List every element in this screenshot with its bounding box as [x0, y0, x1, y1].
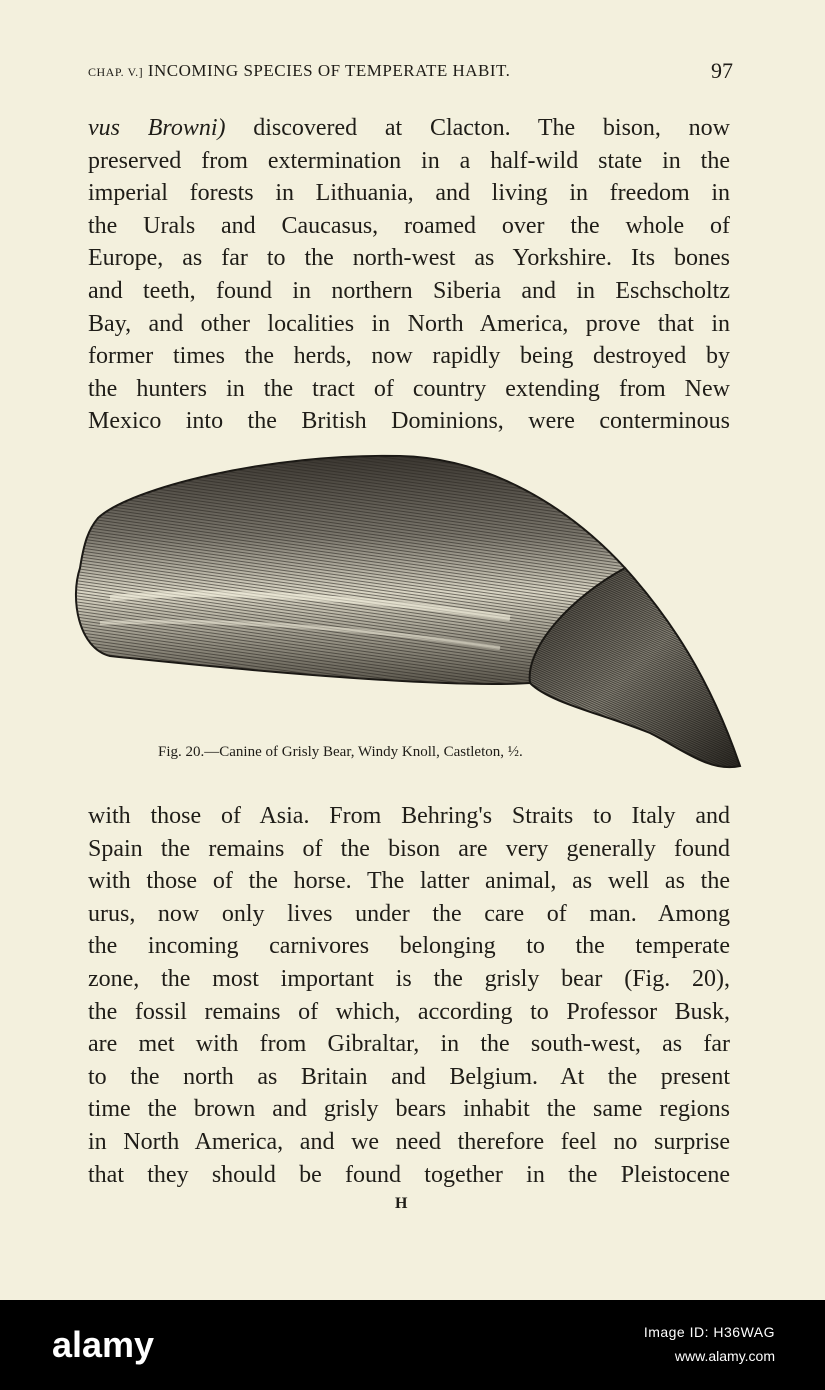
text-line: the incoming carnivores belonging to the temperate [88, 933, 730, 960]
text-line: imperial forests in Lithuania, and living in freedom in [88, 180, 730, 207]
italic-fragment: vus Browni) [88, 115, 226, 141]
page-number: 97 [711, 58, 733, 83]
figure-bear-canine [70, 448, 750, 793]
paragraph-top [88, 112, 730, 438]
image-id-label: Image ID: H36WAG [643, 1324, 775, 1340]
text-line: that they should be found together in the Pleistocene [88, 1161, 730, 1188]
figure-caption: Fig. 20.—Canine of Grisly Bear, Windy Knoll, Castleton, ½. [158, 744, 523, 760]
text-line: urus, now only lives under the care of man. Among [88, 900, 730, 927]
text-line: the hunters in the tract of country extending from New [88, 375, 730, 402]
text-fragment: discovered at Clacton. The bison, now [225, 115, 730, 141]
page-header [88, 58, 733, 88]
text-line: zone, the most important is the grisly bear (Fig. 20), [88, 965, 730, 992]
text-line: with those of Asia. From Behring's Straits to Italy and [88, 803, 730, 829]
paragraph-bottom [88, 800, 730, 1191]
watermark-url: www.alamy.com [674, 1348, 775, 1364]
text-line [88, 112, 730, 145]
alamy-logo [50, 1315, 160, 1375]
running-title: INCOMING SPECIES OF TEMPERATE HABIT. [147, 61, 511, 80]
text-line: time the brown and grisly bears inhabit the same regions [88, 1096, 730, 1123]
chapter-marker: CHAP. V.] [88, 65, 144, 79]
text-line: Spain the remains of the bison are very generally found [88, 835, 730, 862]
text-line: are met with from Gibraltar, in the south-west, as far [88, 1031, 730, 1058]
text-line: former times the herds, now rapidly being destroyed by [88, 343, 730, 370]
text-line: the Urals and Caucasus, roamed over the whole of [88, 212, 730, 239]
text-line: with those of the horse. The latter animal, as well as the [88, 868, 730, 895]
running-head [88, 61, 510, 81]
signature-mark: H [395, 1195, 408, 1212]
text-line: Europe, as far to the north-west as Yorkshire. Its bones [88, 245, 730, 272]
text-line: the fossil remains of which, according to Professor Busk, [88, 998, 730, 1025]
text-line: Bay, and other localities in North America, prove that in [88, 310, 730, 337]
text-line: Mexico into the British Dominions, were conterminous [88, 408, 730, 435]
text-line: and teeth, found in northern Siberia and in Eschscholtz [88, 277, 730, 304]
text-line: preserved from extermination in a half-wild state in the [88, 147, 730, 174]
text-line: in North America, and we need therefore feel no surprise [88, 1128, 730, 1155]
text-line: to the north as Britain and Belgium. At the present [88, 1063, 730, 1090]
svg-text:alamy: alamy [52, 1324, 155, 1365]
watermark-bar [0, 1300, 825, 1390]
bear-canine-engraving [70, 448, 750, 793]
